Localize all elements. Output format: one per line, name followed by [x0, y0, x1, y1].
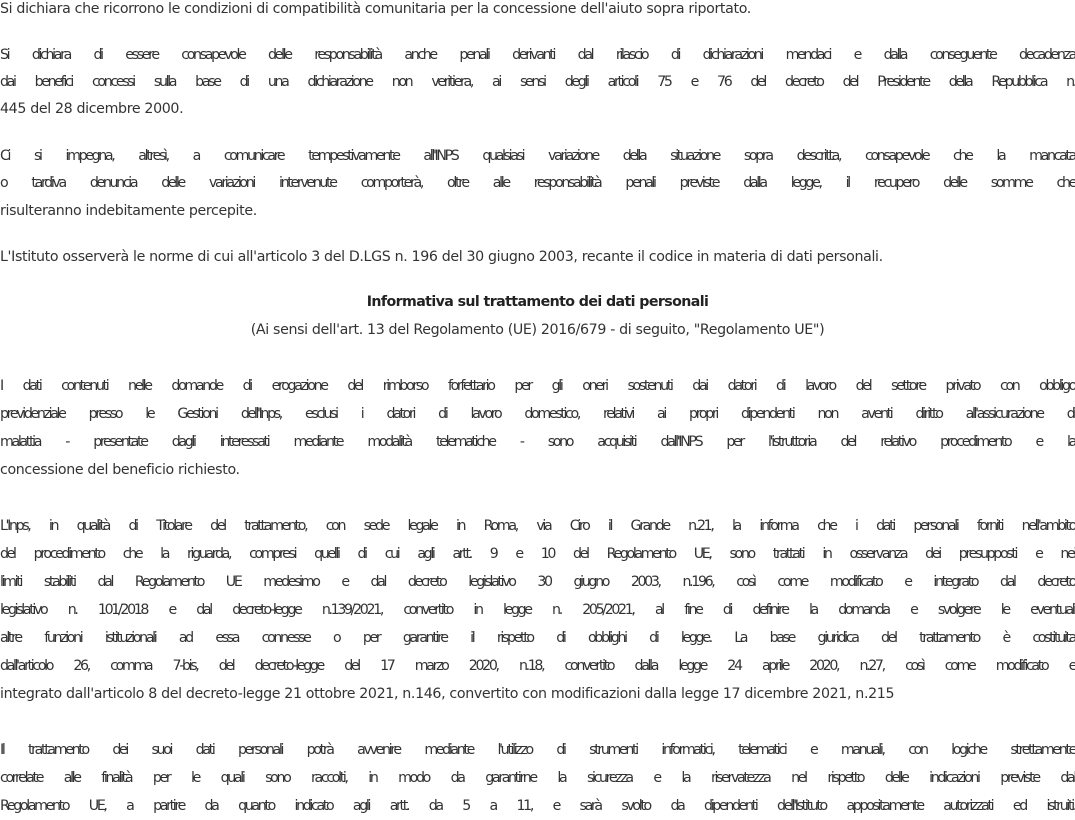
text-line: 445 del 28 dicembre 2000.: [0, 101, 184, 117]
text-line: legislativo n. 101/2018 e dal decreto-legge n.139/2021, convertito in legge n. 205/2021, al fine di definire la domanda e svolgere le eventuali: [0, 602, 1075, 618]
text-line: dai benefici concessi sulla base di una dichiarazione non veritiera, ai sensi degli articoli 75 e 76 del decreto del Presidente della Repubblica n.: [0, 74, 1075, 90]
text-line: Si dichiara che ricorrono le condizioni di compatibilità comunitaria per la concessione dell'aiuto sopra riportato.: [0, 1, 751, 17]
text-line: malattia - presentate dagli interessati mediante modalità telematiche - sono acquisiti dall'INPS per l'istruttoria del relativo procedimento e la: [0, 434, 1075, 450]
informativa-subtitle: (Ai sensi dell'art. 13 del Regolamento (UE) 2016/679 - di seguito, "Regolamento UE"): [250, 322, 825, 338]
text-line: integrato dall'articolo 8 del decreto-legge 21 ottobre 2021, n.146, convertito con modificazioni dalla legge 17 dicembre 2021, n.215: [0, 686, 895, 702]
text-line: L'Inps, in qualità di Titolare del trattamento, con sede legale in Roma, via Ciro il Grande n.21, la informa che i dati personali forniti nell'ambito: [0, 518, 1075, 534]
text-line: Ci si impegna, altresì, a comunicare tempestivamente all'INPS qualsiasi variazione della situazione sopra descritta, consapevole che la mancata: [0, 148, 1075, 164]
text-line: I dati contenuti nelle domande di erogazione del rimborso forfettario per gli oneri sostenuti dai datori di lavoro del settore privato con obbligo: [0, 378, 1075, 394]
text-line: Il trattamento dei suoi dati personali potrà avvenire mediante l'utilizzo di strumenti informatici, telematici e manuali, con logiche strettamente: [0, 742, 1075, 758]
text-line: previdenziale presso le Gestioni dell'Inps, esclusi i datori di lavoro domestico, relativi ai propri dipendenti non aventi diritto all'assicurazione di: [0, 406, 1075, 422]
informativa-title: Informativa sul trattamento dei dati personali: [366, 294, 709, 310]
text-line: correlate alle finalità per le quali sono raccolti, in modo da garantirne la sicurezza e la riservatezza nel rispetto delle indicazioni previste dal: [0, 770, 1075, 786]
text-line: L'Istituto osserverà le norme di cui all'articolo 3 del D.LGS n. 196 del 30 giugno 2003, recante il codice in materia di dati personali.: [0, 249, 883, 265]
text-line: limiti stabiliti dal Regolamento UE medesimo e dal decreto legislativo 30 giugno 2003, n.196, così come modificato e integrato dal decreto: [0, 574, 1075, 590]
text-line: risulteranno indebitamente percepite.: [0, 203, 257, 219]
text-line: altre funzioni istituzionali ad essa connesse o per garantire il rispetto di obblighi di legge. La base giuridica del trattamento è costituita: [0, 630, 1075, 646]
text-line: Regolamento UE, a partire da quanto indicato agli artt. da 5 a 11, e sarà svolto da dipendenti dell'Istituto appositamente autorizzati ed istruiti.: [0, 798, 1075, 814]
text-line: dall'articolo 26, comma 7-bis, del decreto-legge del 17 marzo 2020, n.18, convertito dalla legge 24 aprile 2020, n.27, così come modificato e: [0, 658, 1075, 674]
text-line: del procedimento che la riguarda, compresi quelli di cui agli artt. 9 e 10 del Regolamento UE, sono trattati in osservanza dei presupposti e nei: [0, 546, 1075, 562]
text-line: o tardiva denuncia delle variazioni intervenute comporterà, oltre alle responsabilità penali previste dalla legge, il recupero delle somme che: [0, 175, 1075, 191]
text-line: Si dichiara di essere consapevole delle responsabilità anche penali derivanti dal rilascio di dichiarazioni mendaci e dalla conseguente decadenza: [0, 47, 1075, 63]
text-line: concessione del beneficio richiesto.: [0, 462, 240, 478]
